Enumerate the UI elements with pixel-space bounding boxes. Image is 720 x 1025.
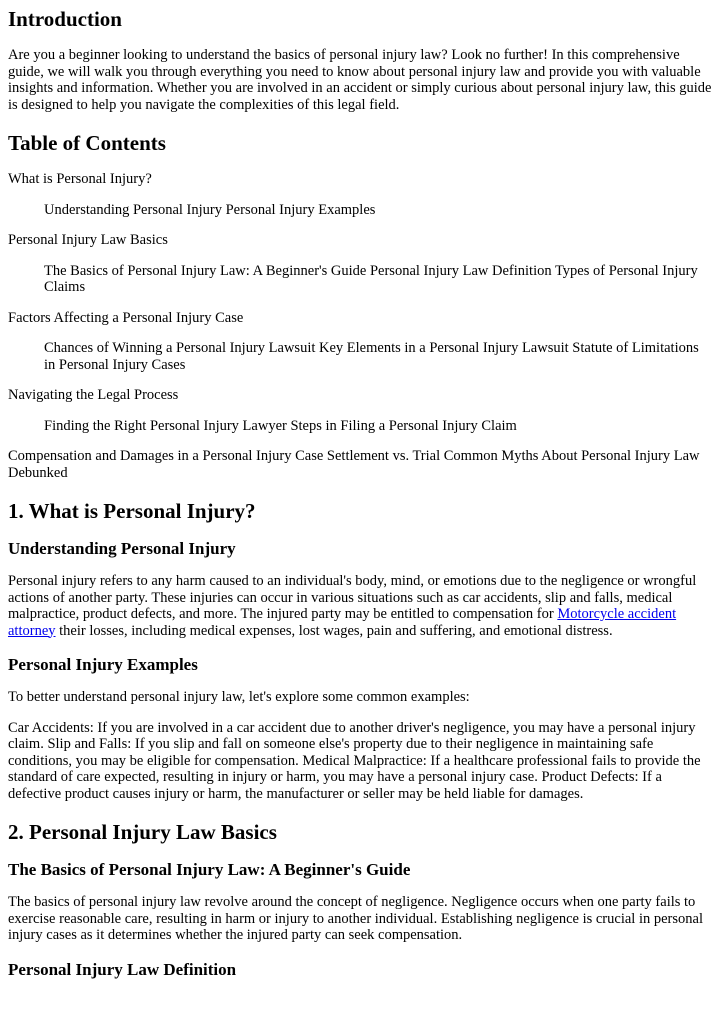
paragraph-text: their losses, including medical expenses, lost wages, pain and suffering, and emotional distress.	[55, 622, 613, 639]
intro-paragraph: Are you a beginner looking to understand the basics of personal injury law? Look no further! In this comprehensive guide, we will walk you through everything you need to know about personal injury law and provide you with valuable insights and information. Whether you are involved in an accident or simply curious about personal injury law, this guide is designed to help you navigate the complexities of this legal field.	[8, 47, 712, 113]
toc-item-3: Factors Affecting a Personal Injury Case	[8, 309, 244, 326]
paragraph-text: Personal injury refers to any harm caused to an individual's body, mind, or emotions due to the negligence or wrongful actions of another party. These injuries can occur in various situations such as car accidents, slip and falls, medical malpractice, product defects, and more. The injured party may be entitled to compensation for	[8, 573, 697, 622]
toc-item-5: Compensation and Damages in a Personal Injury Case Settlement vs. Trial Common Myths About Personal Injury Law Debunked	[8, 448, 700, 481]
toc-heading: Table of Contents	[8, 131, 166, 155]
intro-heading: Introduction	[8, 7, 122, 31]
toc-item-1: What is Personal Injury?	[8, 171, 152, 187]
section-1-subheading-understanding: Understanding Personal Injury	[8, 539, 236, 558]
section-2-subheading-basics: The Basics of Personal Injury Law: A Beginner's Guide	[8, 860, 411, 879]
toc-item-2: Personal Injury Law Basics	[8, 232, 168, 248]
toc-subitems-2: The Basics of Personal Injury Law: A Beginner's Guide Personal Injury Law Definition Types of Personal Injury Claims	[44, 262, 698, 295]
section-1-paragraph-definition	[8, 573, 712, 639]
motorcycle-accident-attorney-link[interactable]: Motorcycle accident attorney	[8, 606, 677, 639]
toc-item-4: Navigating the Legal Process	[8, 387, 179, 403]
toc-subitems-3: Chances of Winning a Personal Injury Lawsuit Key Elements in a Personal Injury Lawsuit Statute of Limitations in Personal Injury Cases	[44, 340, 699, 373]
section-1-heading: 1. What is Personal Injury?	[8, 499, 256, 523]
toc-subitems-4: Finding the Right Personal Injury Lawyer Steps in Filing a Personal Injury Claim	[44, 417, 517, 434]
article	[0, 7, 720, 980]
section-2-paragraph-negligence: The basics of personal injury law revolve around the concept of negligence. Negligence occurs when one party fails to exercise reasonable care, resulting in harm or injury to another individual. Establishing negligence is crucial in personal injury cases as it determines whether the injured party can seek compensation.	[8, 894, 703, 943]
section-1-paragraph-examples: Car Accidents: If you are involved in a car accident due to another driver's negligence, you may have a personal injury claim. Slip and Falls: If you slip and fall on someone else's property due to their negligence in maintaining safe conditions, you may be eligible for compensation. Medical Malpractice: If a healthcare professional fails to provide the standard of care expected, resulting in injury or harm, you may have a personal injury case. Product Defects: If a defective product causes injury or harm, the manufacturer or seller may be held liable for damages.	[8, 719, 701, 802]
section-2-heading: 2. Personal Injury Law Basics	[8, 820, 277, 844]
section-2-subheading-definition: Personal Injury Law Definition	[8, 959, 237, 979]
section-1-paragraph-intro: To better understand personal injury law, let's explore some common examples:	[8, 689, 470, 705]
toc-subitems-1: Understanding Personal Injury Personal Injury Examples	[44, 201, 376, 218]
section-1-subheading-examples: Personal Injury Examples	[8, 655, 198, 674]
